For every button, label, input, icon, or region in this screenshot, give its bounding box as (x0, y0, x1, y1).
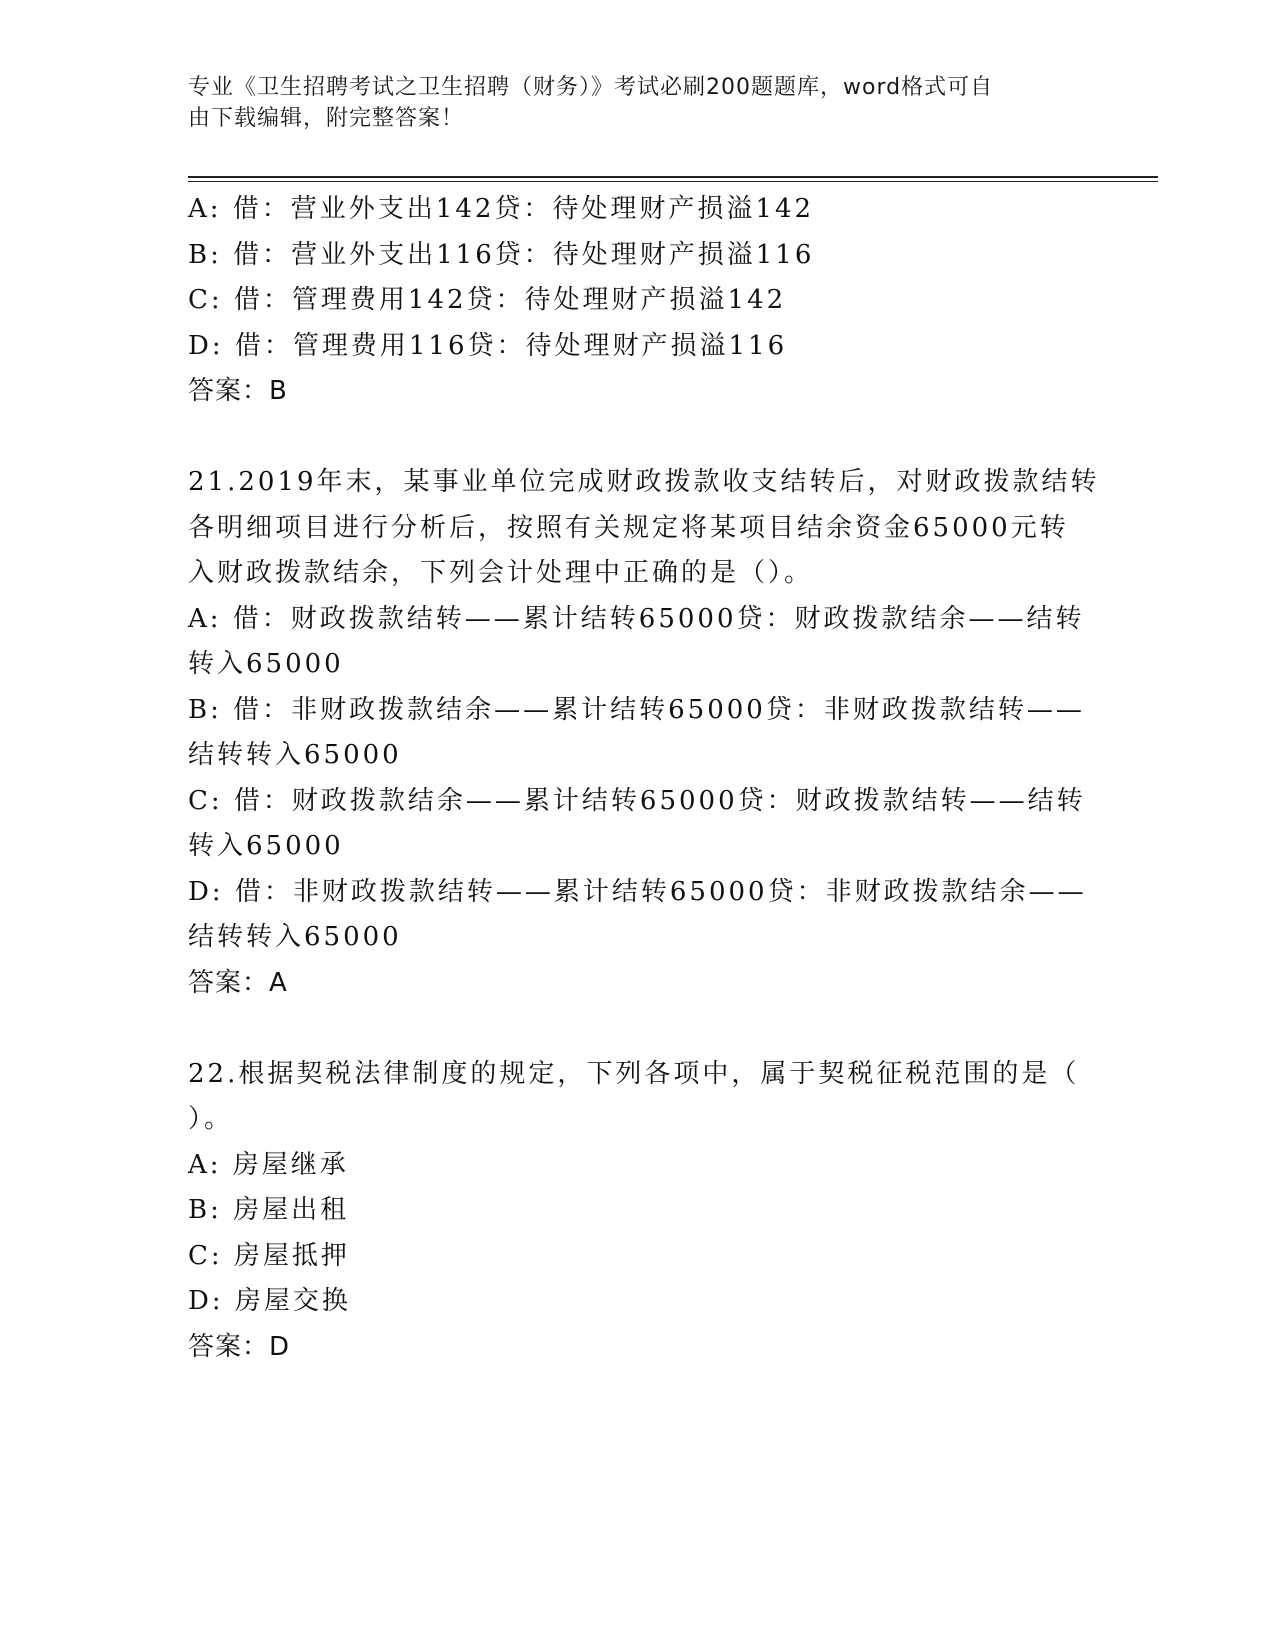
answer: 答案：D (188, 1331, 291, 1362)
option-d: D: 借：非财政拨款结转——累计结转65000贷：非财政拨款结余—— (188, 876, 1087, 907)
question-stem-line: 22.根据契税法律制度的规定，下列各项中，属于契税征税范围的是（ (188, 1058, 1080, 1089)
option-d: D: 借：管理费用116贷：待处理财产损溢116 (188, 330, 788, 361)
option-c-continued: 转入65000 (188, 831, 344, 861)
option-a-continued: 转入65000 (188, 649, 344, 679)
option-c: C: 借：管理费用142贷：待处理财产损溢142 (188, 285, 787, 315)
question-21 (188, 460, 1100, 1006)
header-rule-thin (188, 181, 1158, 182)
header-line-2: 由下载编辑，附完整答案！ (188, 106, 465, 131)
document-header (188, 72, 1078, 134)
option-b: B: 房屋出租 (188, 1195, 350, 1225)
option-d-continued: 结转转入65000 (188, 922, 402, 952)
question-stem-line: 各明细项目进行分析后，按照有关规定将某项目结余资金65000元转 (188, 512, 1069, 543)
option-c: C: 借：财政拨款结余——累计结转65000贷：财政拨款结转——结转 (188, 785, 1086, 816)
option-a: A: 借：财政拨款结转——累计结转65000贷：财政拨款结余——结转 (188, 603, 1085, 634)
option-d: D: 房屋交换 (188, 1286, 351, 1316)
option-a: A: 借：营业外支出142贷：待处理财产损溢142 (188, 194, 815, 224)
answer: 答案：A (188, 967, 288, 998)
option-b: B: 借：营业外支出116贷：待处理财产损溢116 (188, 239, 815, 270)
question-stem-line: 入财政拨款结余，下列会计处理中正确的是（）。 (188, 558, 814, 588)
header-rule-thick (188, 176, 1158, 178)
option-c: C: 房屋抵押 (188, 1240, 350, 1271)
option-a: A: 房屋继承 (188, 1149, 349, 1180)
question-20 (188, 187, 1088, 415)
question-stem-line: 21.2019年末，某事业单位完成财政拨款收支结转后，对财政拨款结转 (188, 467, 1100, 497)
answer: 答案：B (188, 376, 288, 406)
question-22 (188, 1052, 1088, 1371)
question-content (188, 187, 1100, 1370)
option-b-continued: 结转转入65000 (188, 740, 402, 770)
option-b: B: 借：非财政拨款结余——累计结转65000贷：非财政拨款结转—— (188, 694, 1085, 725)
question-stem-line: ）。 (188, 1104, 234, 1134)
header-line-1: 专业《卫生招聘考试之卫生招聘（财务）》考试必刷200题题库，word格式可自 (188, 75, 994, 100)
